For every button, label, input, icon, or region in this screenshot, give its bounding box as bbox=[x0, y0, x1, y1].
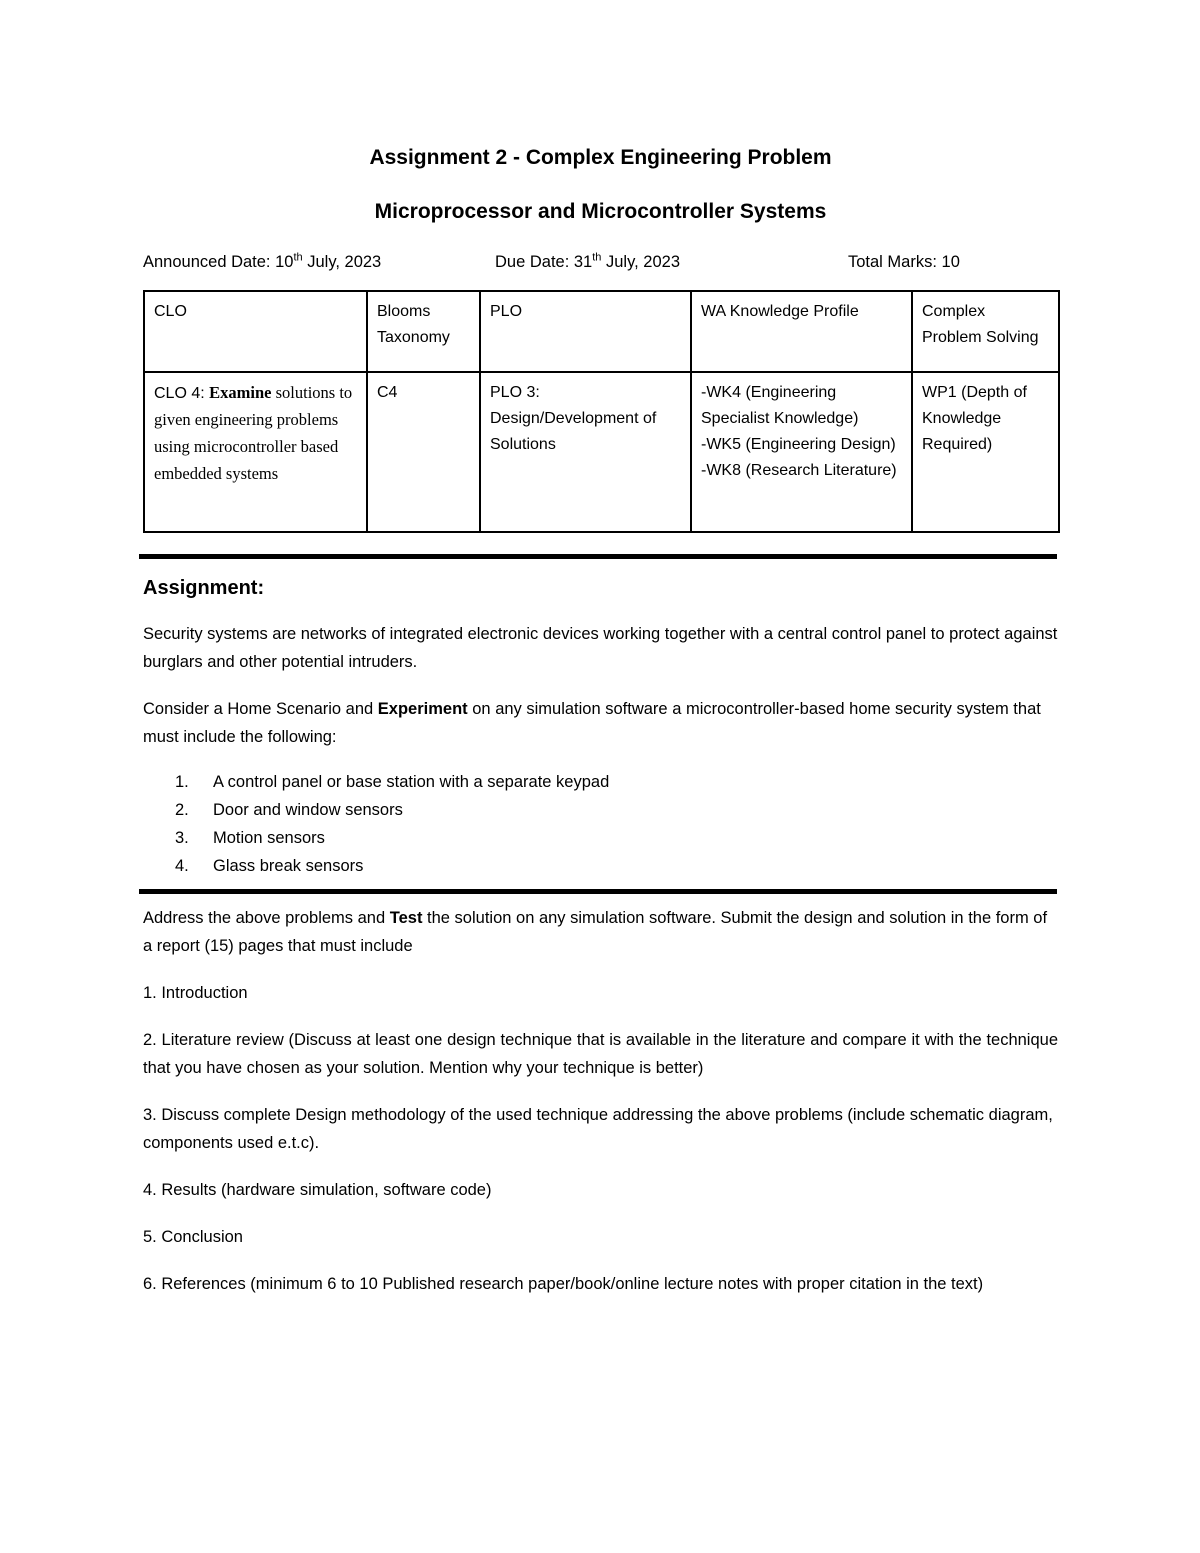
document-content bbox=[143, 0, 1058, 1298]
wa-item: -WK4 (Engineering Specialist Knowledge) bbox=[701, 384, 859, 427]
list-item bbox=[143, 824, 1058, 852]
list-item-text: Door and window sensors bbox=[213, 801, 403, 819]
list-item-text: A control panel or base station with a separate keypad bbox=[213, 773, 610, 791]
experiment-emphasis: Experiment bbox=[377, 700, 468, 718]
clo-description: solutions to given engineering problems using microcontroller based embedded systems bbox=[154, 383, 353, 483]
list-item-number: 3. bbox=[175, 829, 189, 847]
clo-prefix: CLO 4: bbox=[154, 385, 210, 402]
list-item-number: 4. bbox=[175, 857, 189, 875]
cell-clo bbox=[144, 372, 367, 532]
report-item-literature-review: 2. Literature review (Discuss at least one design technique that is available in the literature and compare it with the technique that you have chosen as your solution. Mention why your technique is better) bbox=[143, 1031, 1058, 1077]
due-date: Due Date: 31th July, 2023 bbox=[495, 251, 680, 271]
report-item-design-methodology: 3. Discuss complete Design methodology of the used technique addressing the above problems (include schematic diagram, components used e.t.c). bbox=[143, 1106, 1053, 1152]
wa-item: -WK5 (Engineering Design) bbox=[701, 436, 896, 453]
list-item bbox=[143, 852, 1058, 880]
header-complex-problem-solving: Complex Problem Solving bbox=[912, 291, 1059, 372]
table-header-row bbox=[144, 291, 1059, 372]
list-item-number: 2. bbox=[175, 801, 189, 819]
section-divider bbox=[139, 889, 1057, 894]
cell-complex-problem: WP1 (Depth of Knowledge Required) bbox=[912, 372, 1059, 532]
clo-mapping-table bbox=[143, 290, 1060, 533]
wa-item: -WK8 (Research Literature) bbox=[701, 462, 897, 479]
assignment-intro-paragraph: Security systems are networks of integrated electronic devices working together with a central control panel to protect against burglars and other potential intruders. bbox=[143, 625, 1058, 671]
total-marks: Total Marks: 10 bbox=[848, 253, 960, 271]
table-row bbox=[144, 372, 1059, 532]
section-divider bbox=[139, 554, 1057, 559]
clo-verb: Examine bbox=[209, 383, 272, 402]
header-blooms-taxonomy: Blooms Taxonomy bbox=[367, 291, 480, 372]
header-clo: CLO bbox=[144, 291, 367, 372]
page-title: Assignment 2 - Complex Engineering Problem bbox=[369, 146, 832, 169]
due-date-ordinal: th bbox=[592, 251, 602, 264]
report-item-references: 6. References (minimum 6 to 10 Published research paper/book/online lecture notes with proper citation in the text) bbox=[143, 1275, 984, 1293]
announced-date: Announced Date: 10th July, 2023 bbox=[143, 251, 382, 271]
list-item-text: Glass break sensors bbox=[213, 857, 364, 875]
list-item-text: Motion sensors bbox=[213, 829, 325, 847]
header-wa-knowledge-profile: WA Knowledge Profile bbox=[691, 291, 912, 372]
cell-wa-knowledge bbox=[691, 372, 912, 532]
submission-paragraph: Address the above problems and Test the solution on any simulation software. Submit the design and solution in the form of a report (15) pages that must include bbox=[143, 909, 1048, 955]
requirements-list bbox=[143, 768, 1058, 880]
header-plo: PLO bbox=[480, 291, 691, 372]
list-item bbox=[143, 796, 1058, 824]
report-item-results: 4. Results (hardware simulation, software code) bbox=[143, 1181, 492, 1199]
assignment-heading: Assignment: bbox=[143, 577, 265, 599]
report-item-conclusion: 5. Conclusion bbox=[143, 1228, 243, 1246]
announced-date-ordinal: th bbox=[293, 251, 303, 264]
test-emphasis: Test bbox=[389, 909, 423, 927]
report-item-introduction: 1. Introduction bbox=[143, 984, 248, 1002]
scenario-paragraph: Consider a Home Scenario and Experiment on any simulation software a microcontroller-based home security system that must include the following: bbox=[143, 700, 1041, 746]
cell-blooms: C4 bbox=[367, 372, 480, 532]
list-item bbox=[143, 768, 1058, 796]
page-subtitle: Microprocessor and Microcontroller Systems bbox=[374, 200, 827, 223]
list-item-number: 1. bbox=[175, 773, 189, 791]
meta-row bbox=[143, 251, 1058, 273]
cell-plo: PLO 3: Design/Development of Solutions bbox=[480, 372, 691, 532]
